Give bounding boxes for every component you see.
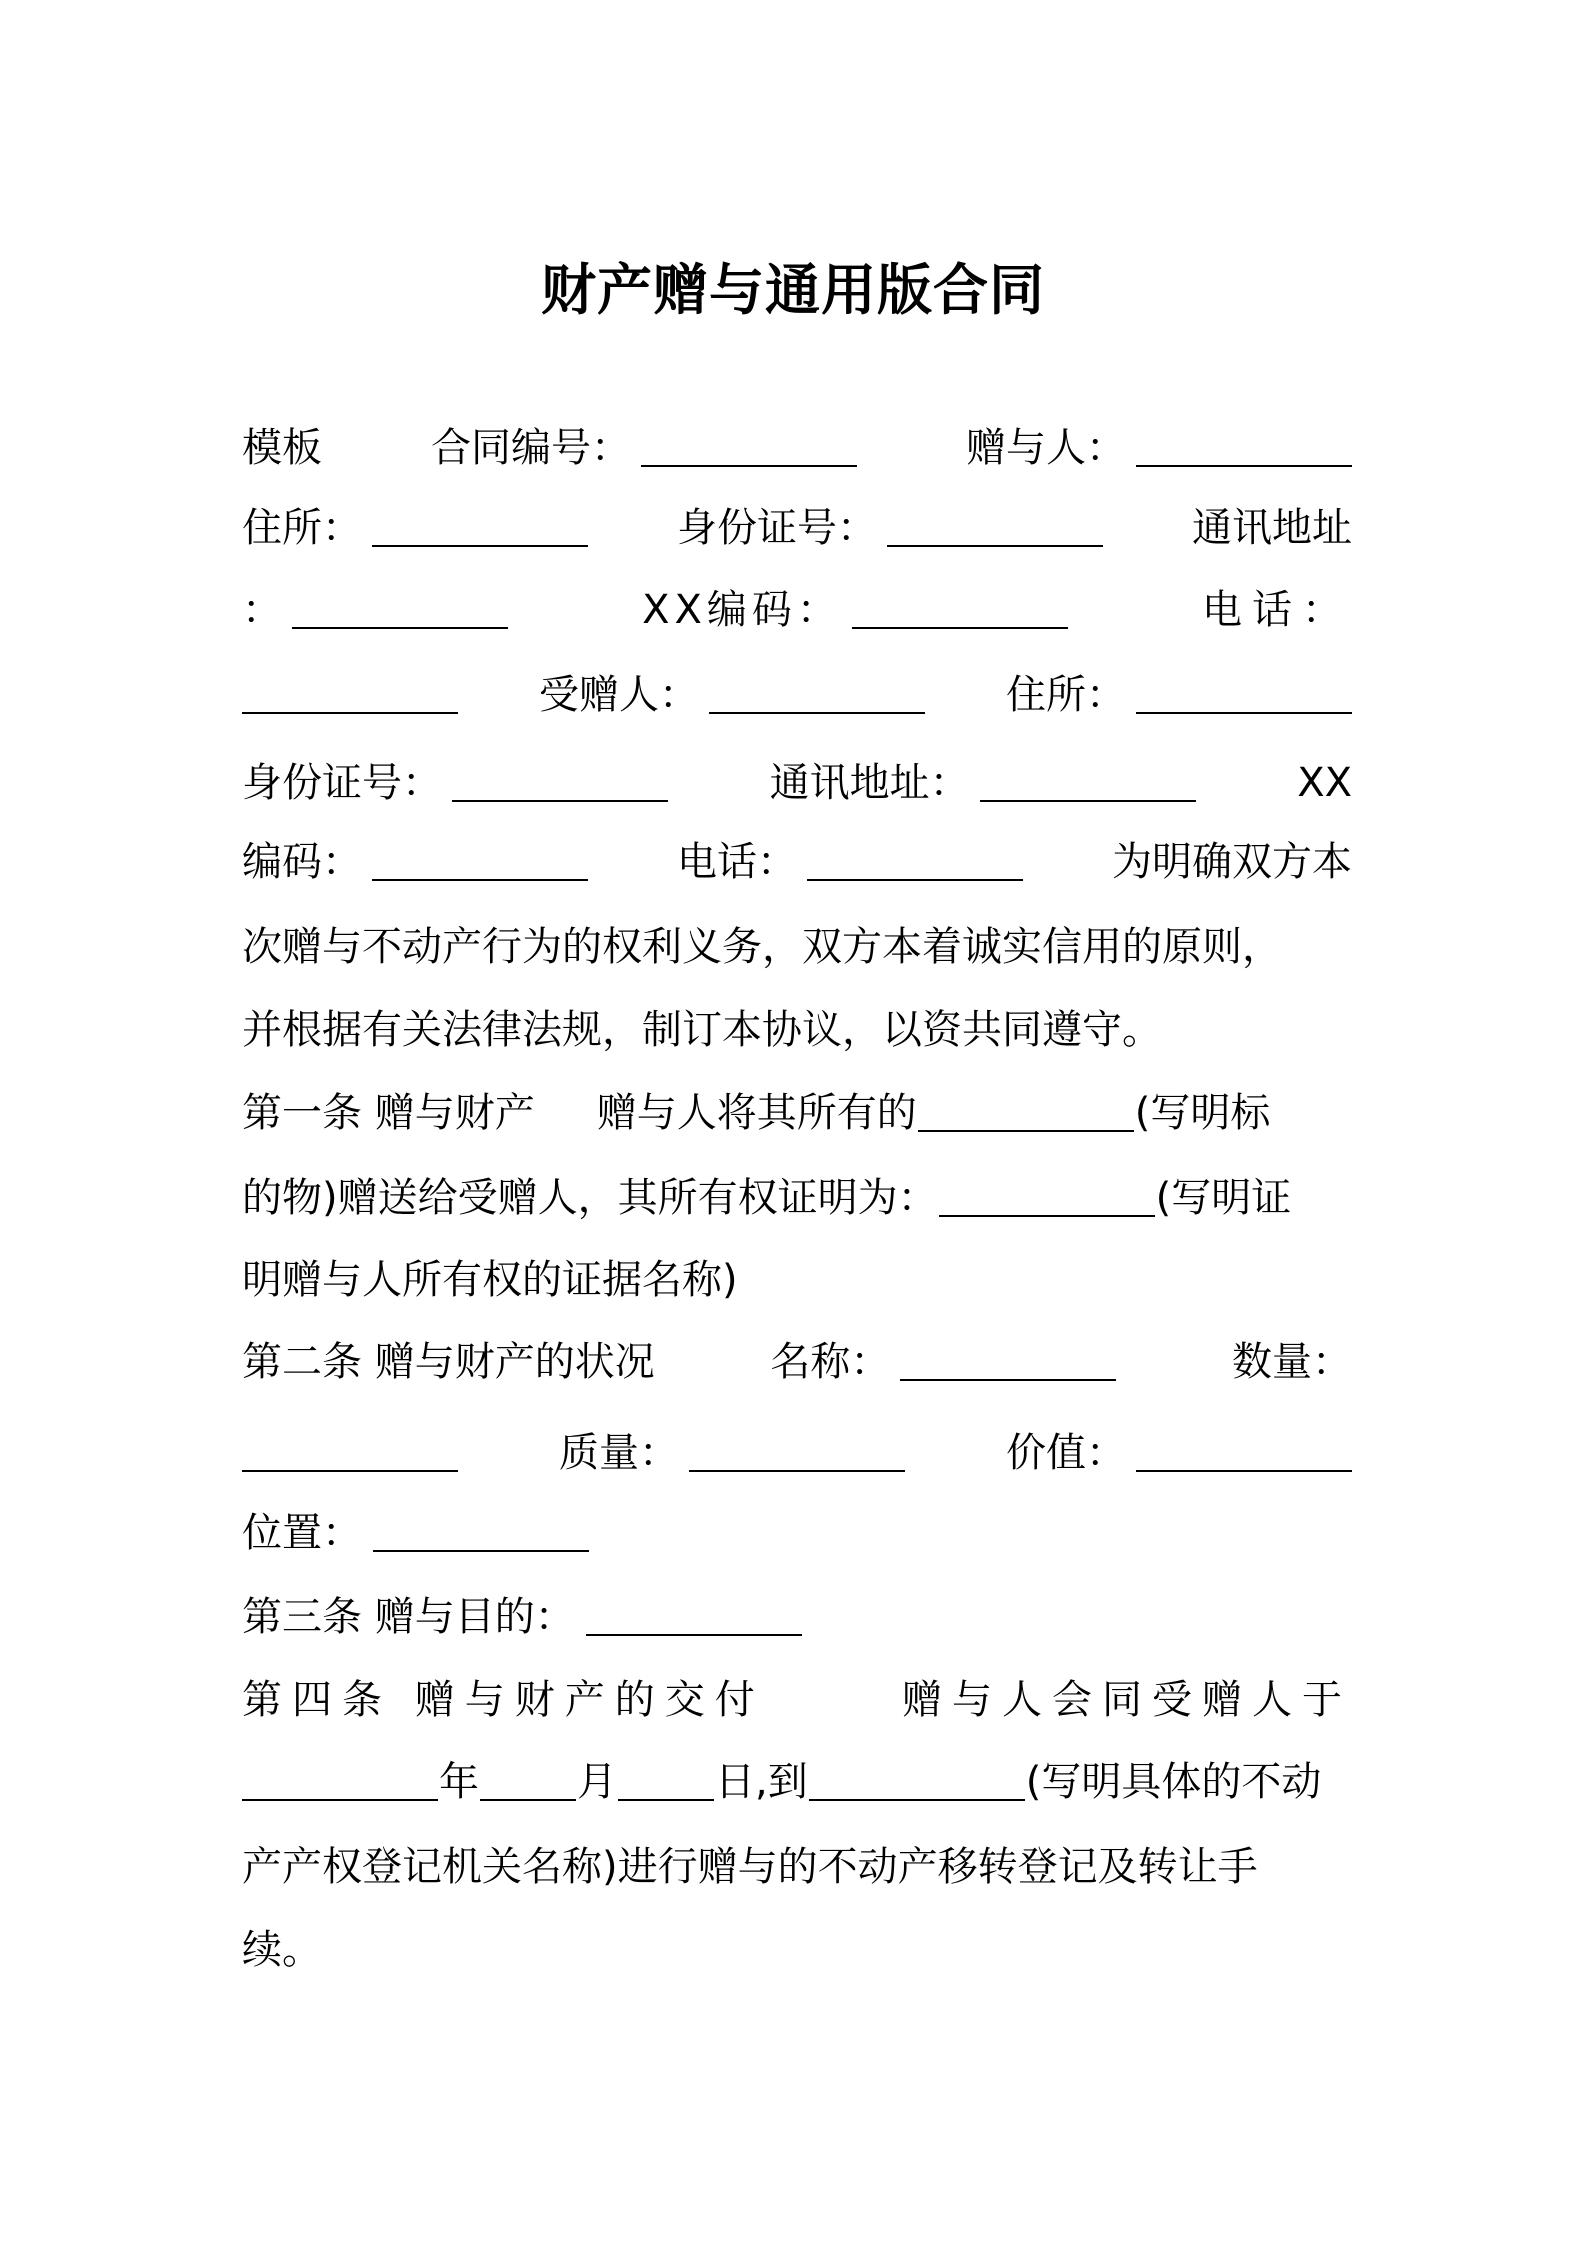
day-blank xyxy=(618,1763,714,1801)
contract-number-blank xyxy=(641,429,857,467)
document-title: 财产赠与通用版合同 xyxy=(540,258,1045,322)
ownership-proof-blank xyxy=(939,1179,1155,1217)
article-2-line-1 xyxy=(242,1322,1352,1402)
article-1-note-2: (写明证 xyxy=(1155,1175,1292,1221)
donee-id-label: 身份证号： xyxy=(242,760,442,806)
article-4-line-4: 续。 xyxy=(242,1927,322,1973)
colon-label: ： xyxy=(242,587,282,633)
article-4-line-1 xyxy=(242,1660,1352,1740)
donor-id-blank xyxy=(887,509,1103,547)
quality-label: 质量： xyxy=(559,1430,679,1476)
donee-label: 受赠人： xyxy=(539,672,699,718)
article-1-line-1 xyxy=(242,1073,1352,1153)
donor-postcode-label: XX编码： xyxy=(642,587,842,633)
day-label: 日,到 xyxy=(715,1759,808,1805)
name-label: 名称： xyxy=(770,1339,891,1385)
donee-postcode-prefix: XX xyxy=(1297,760,1352,806)
contract-number-label: 合同编号： xyxy=(431,425,631,471)
article-3-heading: 第三条 赠与目的： xyxy=(242,1594,575,1640)
location-label: 位置： xyxy=(242,1510,362,1556)
line-4 xyxy=(242,655,1352,735)
article-1-line-3: 明赠与人所有权的证据名称) xyxy=(242,1257,738,1303)
purpose-blank xyxy=(586,1598,802,1636)
line-8: 并根据有关法律法规，制订本协议，以资共同遵守。 xyxy=(242,1007,1162,1053)
donor-mail-address-label: 通讯地址 xyxy=(1192,505,1352,551)
donor-phone-label: 电话： xyxy=(1202,587,1352,633)
location-blank xyxy=(373,1514,589,1552)
value-blank xyxy=(1136,1434,1352,1472)
article-1-text-2: 的物)赠送给受赠人，其所有权证明为： xyxy=(242,1175,938,1221)
donor-phone-blank xyxy=(242,676,458,714)
donor-blank xyxy=(1136,429,1352,467)
gift-object-blank xyxy=(918,1094,1134,1132)
line-2 xyxy=(242,488,1352,568)
donor-address-blank xyxy=(372,509,588,547)
preamble-start: 为明确双方本 xyxy=(1112,839,1352,885)
article-4-line-3: 产产权登记机关名称)进行赠与的不动产移转登记及转让手 xyxy=(242,1844,1258,1890)
year-label: 年 xyxy=(439,1759,479,1805)
quality-blank xyxy=(689,1434,905,1472)
donee-postcode-blank xyxy=(372,843,588,881)
line-3 xyxy=(242,570,1352,650)
donee-mail-address-blank xyxy=(980,764,1196,802)
donee-phone-blank xyxy=(807,843,1023,881)
donee-address-label: 住所： xyxy=(1006,672,1126,718)
donee-id-blank xyxy=(452,764,668,802)
line-7: 次赠与不动产行为的权利义务，双方本着诚实信用的原则， xyxy=(242,924,1282,970)
year-blank xyxy=(242,1763,438,1801)
template-label: 模板 xyxy=(242,425,322,471)
donee-postcode-label: 编码： xyxy=(242,839,362,885)
donor-mail-address-blank xyxy=(292,591,508,629)
donee-mail-address-label: 通讯地址： xyxy=(769,760,970,806)
donee-phone-label: 电话： xyxy=(677,839,797,885)
article-1-line-2 xyxy=(242,1158,1352,1238)
article-1-text: 赠与人将其所有的 xyxy=(596,1090,917,1136)
line-5 xyxy=(242,743,1352,823)
article-1-note: (写明标 xyxy=(1134,1090,1271,1136)
donee-blank xyxy=(709,676,925,714)
line-6 xyxy=(242,822,1352,902)
article-2-heading: 第二条 赠与财产的状况 xyxy=(242,1339,655,1385)
donor-id-label: 身份证号： xyxy=(677,505,877,551)
article-4-heading: 第四条 赠与财产的交付 xyxy=(242,1677,765,1723)
donor-label: 赠与人： xyxy=(966,425,1126,471)
donor-address-label: 住所： xyxy=(242,505,362,551)
article-4-line-2 xyxy=(242,1742,1352,1822)
month-blank xyxy=(480,1763,576,1801)
quantity-blank xyxy=(242,1434,458,1472)
value-label: 价值： xyxy=(1006,1430,1126,1476)
article-2-line-2 xyxy=(242,1413,1352,1493)
donee-address-blank xyxy=(1136,676,1352,714)
month-label: 月 xyxy=(577,1759,617,1805)
registry-blank xyxy=(809,1763,1025,1801)
quantity-label: 数量： xyxy=(1232,1339,1352,1385)
article-4-text: 赠与人会同受赠人于 xyxy=(902,1677,1352,1723)
article-3-line xyxy=(242,1577,1352,1657)
name-blank xyxy=(900,1343,1116,1381)
line-1 xyxy=(242,408,1352,488)
donor-postcode-blank xyxy=(852,591,1068,629)
article-1-heading: 第一条 赠与财产 xyxy=(242,1090,535,1136)
article-4-note: (写明具体的不动 xyxy=(1025,1759,1322,1805)
article-2-line-3 xyxy=(242,1493,1352,1573)
